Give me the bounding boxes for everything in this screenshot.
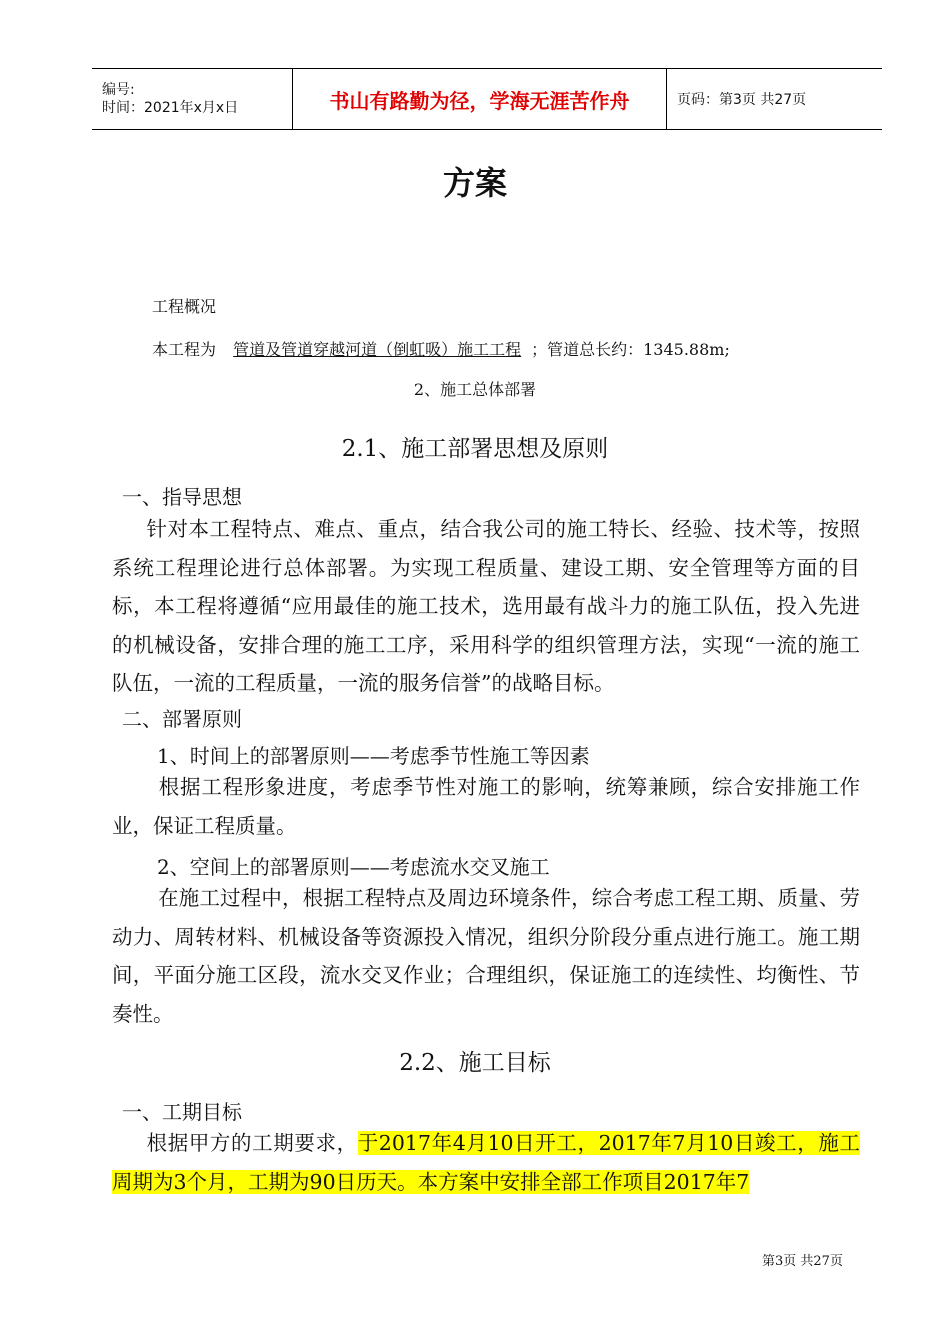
section2-2-title: 2.2、施工目标: [399, 1050, 551, 1076]
overview-prefix: 本工程为: [152, 340, 217, 359]
schedule-paragraph: [112, 1124, 860, 1201]
header-motto-cell: [292, 69, 667, 129]
guide-paragraph: [112, 510, 860, 703]
section2-title: 2、施工总体部署: [413, 380, 537, 399]
overview-suffix: ；管道总长约：1345.88m;: [531, 340, 730, 359]
section2-1-title: 2.1、施工部署思想及原则: [341, 436, 609, 462]
header-motto: 书山有路勤为径，学海无涯苦作舟: [329, 88, 630, 113]
time-label: 时间：2021年x月x日: [102, 100, 239, 116]
space-principle-title: 2、空间上的部署原则——考虑流水交叉施工: [157, 855, 550, 879]
principle-heading: 二、部署原则: [122, 707, 242, 731]
page-header: [92, 68, 882, 130]
guide-text: 针对本工程特点、难点、重点，结合我公司的施工特长、经验、技术等，按照系统工程理论进行总体部署。为实现工程质量、建设工期、安全管理等方面的目标，本工程将遵循“应用最佳的施工技术，选用最有战斗力的施工队伍，投入先进的机械设备，安排合理的施工工序，采用科学的组织管理方法，实现“一流的施工队伍，一流的工程质量，一流的服务信誉”的战略目标。: [112, 517, 860, 695]
code-label: 编号:: [102, 82, 135, 98]
overview-heading: 工程概况: [152, 297, 217, 316]
time-principle-text: 根据工程形象进度，考虑季节性对施工的影响，统筹兼顾，综合安排施工作业，保证工程质量。: [112, 775, 860, 838]
header-page-info: 页码：第3页 共27页: [677, 92, 807, 108]
guide-heading: 一、指导思想: [122, 485, 242, 509]
schedule-prefix: 根据甲方的工期要求，: [146, 1131, 358, 1155]
header-meta: [92, 69, 292, 129]
project-name: 管道及管道穿越河道（倒虹吸）施工工程: [233, 340, 522, 359]
time-principle-paragraph: [112, 768, 860, 845]
document-title: 方案: [442, 164, 507, 202]
page-footer: 第3页 共27页: [762, 1254, 843, 1269]
time-principle-title: 1、时间上的部署原则——考虑季节性施工等因素: [157, 744, 590, 768]
schedule-highlight: 于2017年4月10日开工，2017年7月10日竣工，施工周期为3个月，工期为90日历天。本方案中安排全部工作项目2017年7: [112, 1131, 860, 1194]
space-principle-paragraph: [112, 879, 860, 1033]
schedule-heading: 一、工期目标: [122, 1100, 242, 1124]
overview-line: [152, 337, 730, 360]
space-principle-text: 在施工过程中，根据工程特点及周边环境条件，综合考虑工程工期、质量、劳动力、周转材料、机械设备等资源投入情况，组织分阶段分重点进行施工。施工期间，平面分施工区段，流水交叉作业；合理组织，保证施工的连续性、均衡性、节奏性。: [112, 886, 860, 1026]
